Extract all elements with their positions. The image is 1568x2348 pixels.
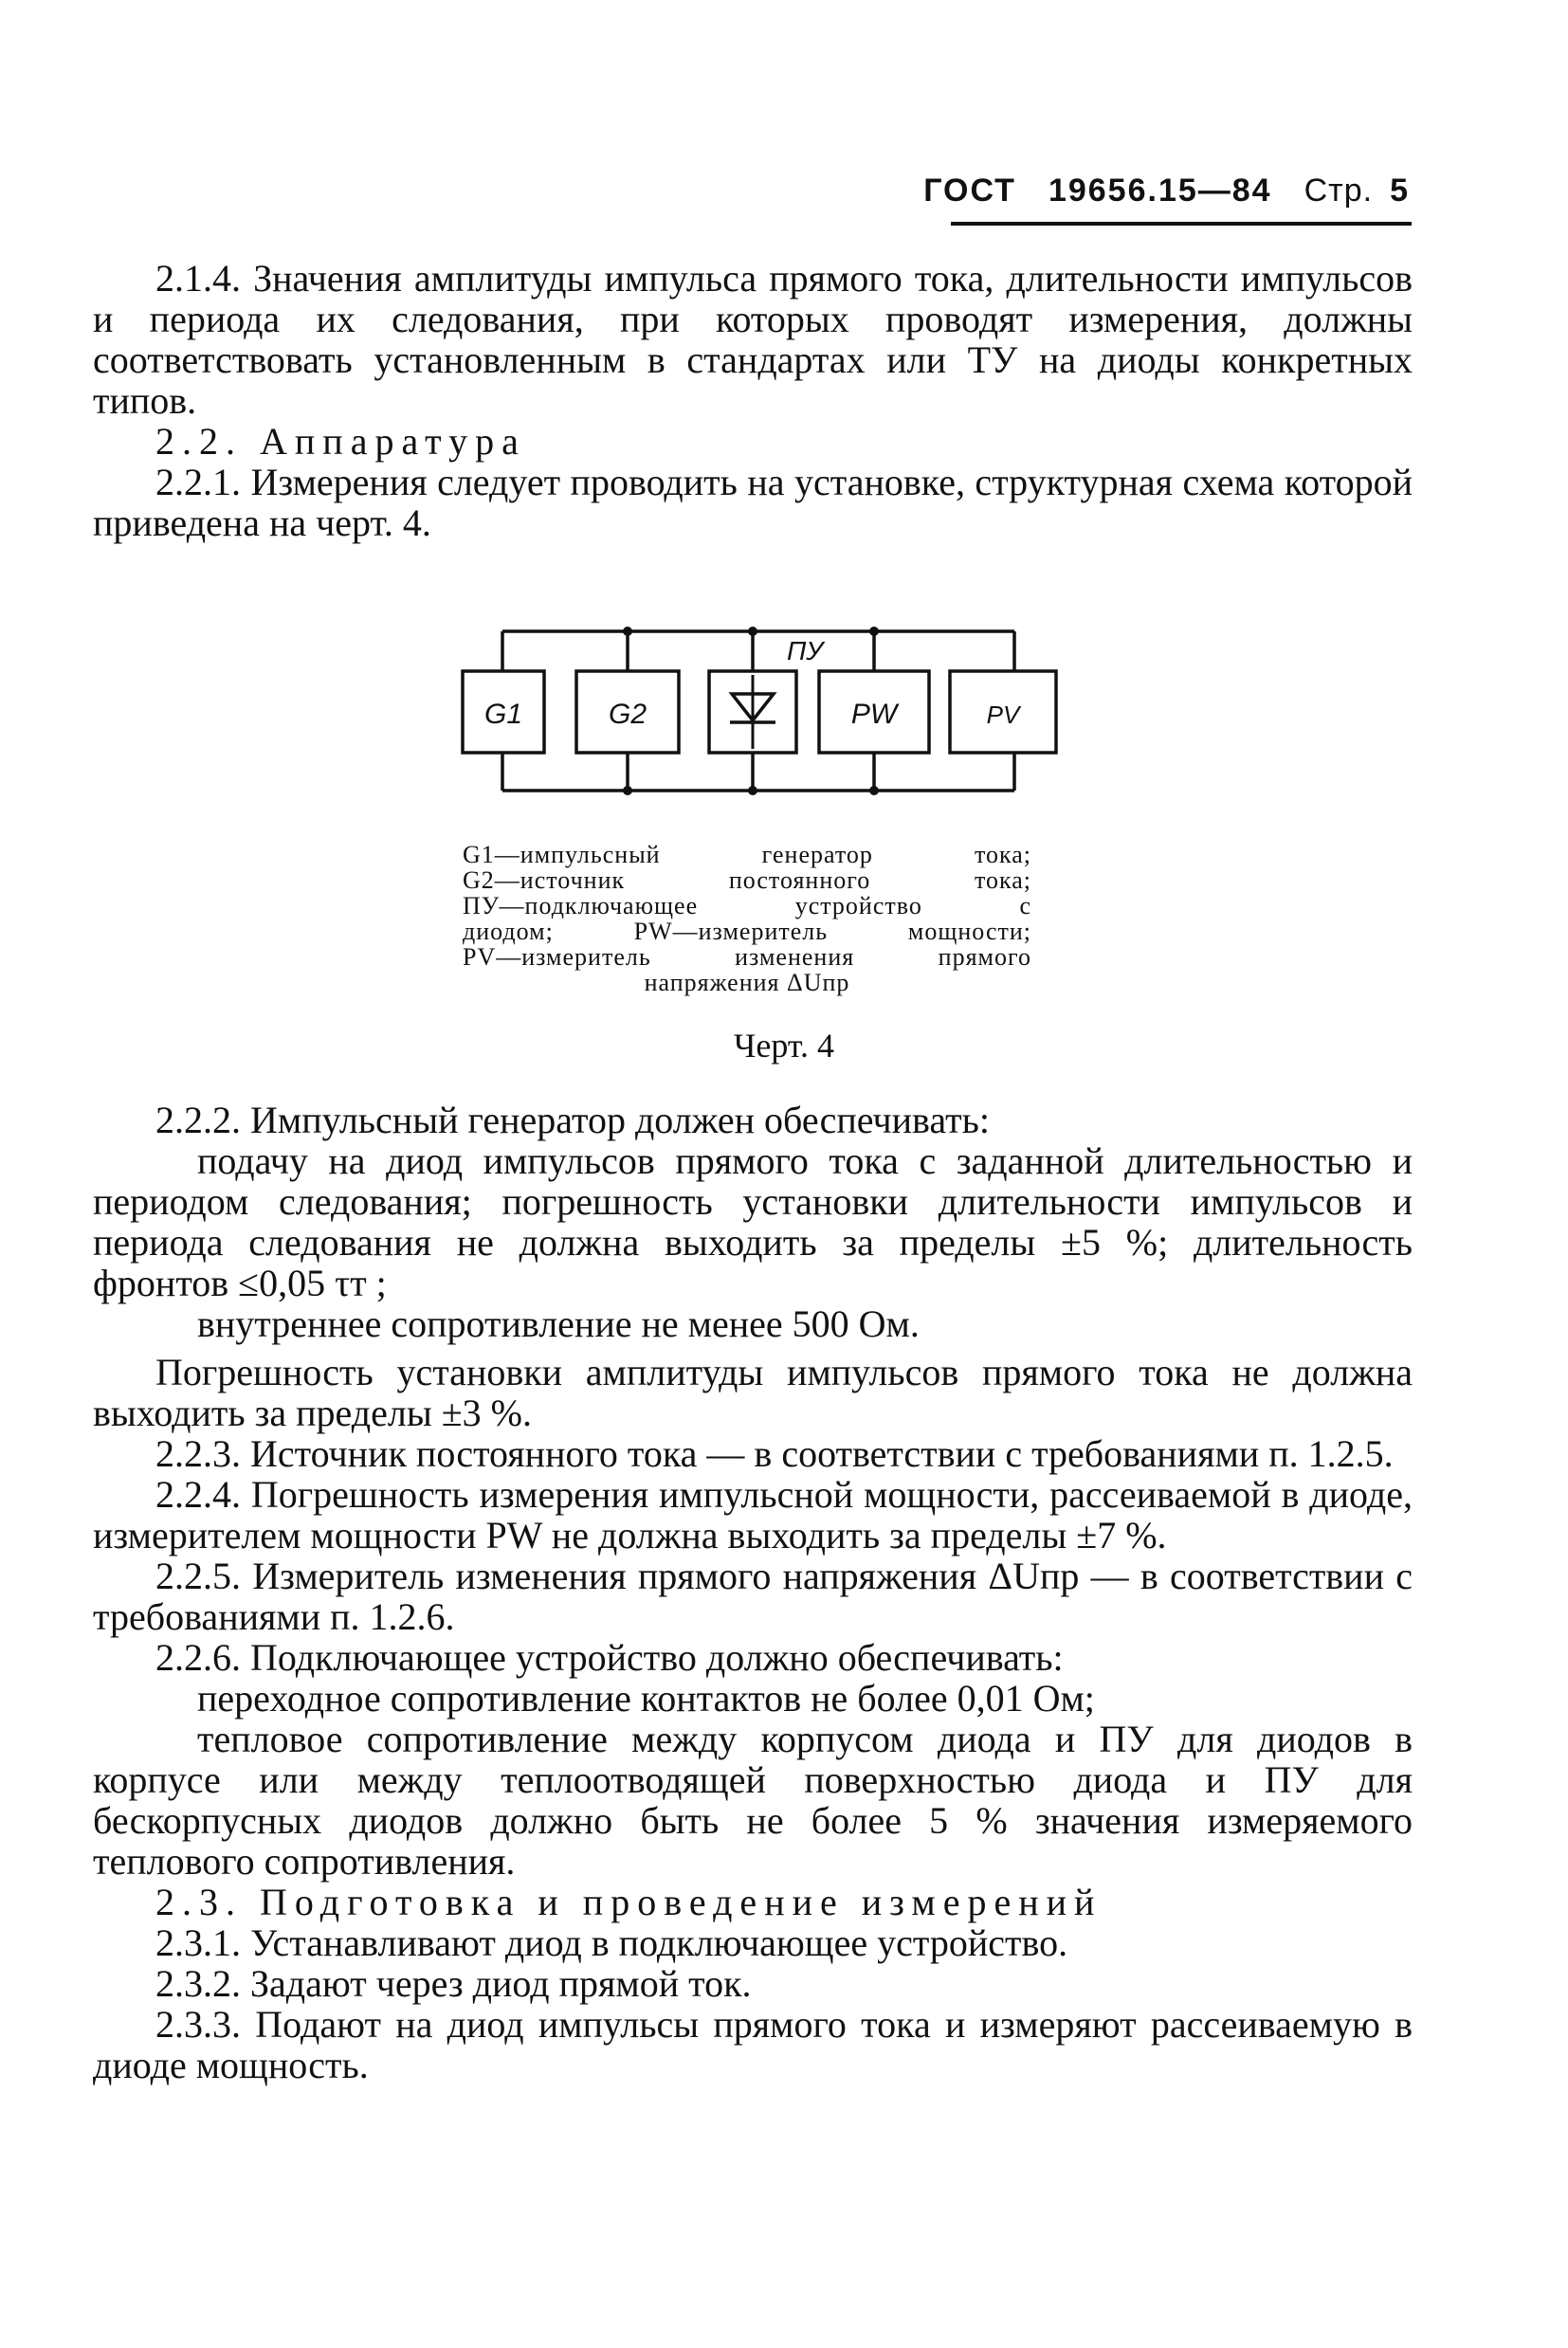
running-header	[923, 173, 1409, 209]
paragraph-2-2-6-item-2: тепловое сопротивление между корпусом диода и ПУ для диодов в корпусе или между теплоотводящей поверхностью диода и ПУ для бескорпусных диодов должно быть не более 5 % значения измеряемого теплового сопротивления.	[93, 1718, 1413, 1883]
header-page-number: 5	[1390, 173, 1409, 209]
label-pv: PV	[986, 701, 1020, 729]
legend-line: напряжения ΔUпр	[644, 969, 850, 996]
legend-line: диодом; PW—измеритель мощности;	[463, 918, 1031, 945]
paragraph-2-2-6: 2.2.6. Подключающее устройство должно обеспечивать:	[155, 1636, 1064, 1679]
section-heading-apparatus: 2.2. Аппаратура	[155, 420, 526, 463]
paragraph-2-2-2-item-1: подачу на диод импульсов прямого тока с заданной длительностью и периодом следования; погрешность установки длительности импульсов и периода следования не должна выходить за пределы ±5 %; длительность фронтов ≤0,05 τт ;	[93, 1139, 1413, 1304]
paragraph-2-2-1: 2.2.1. Измерения следует проводить на установке, структурная схема которой приведена на черт. 4.	[93, 461, 1413, 544]
label-g2: G2	[608, 699, 647, 730]
paragraph-2-2-2-item-2: внутреннее сопротивление не менее 500 Ом.	[197, 1302, 920, 1345]
legend-line: ПУ—подключающее устройство с	[463, 892, 1031, 919]
paragraph-2-2-5: 2.2.5. Измеритель изменения прямого напряжения ΔUпр — в соответствии с требованиями п. 1.2.6.	[93, 1555, 1413, 1638]
text-block-bottom	[93, 1100, 1413, 2085]
paragraph-2-1-4: 2.1.4. Значения амплитуды импульса прямого тока, длительности импульсов и периода их следования, при которых проводят измерения, должны соответствовать установленным в стандартах или ТУ на диоды конкретных типов.	[93, 257, 1413, 422]
paragraph-2-3-1: 2.3.1. Устанавливают диод в подключающее устройство.	[155, 1921, 1068, 1964]
paragraph-2-3-2: 2.3.2. Задают через диод прямой ток.	[155, 1962, 752, 2005]
header-number: 19656.15—84	[1048, 173, 1272, 209]
paragraph-2-2-4: 2.2.4. Погрешность измерения импульсной мощности, рассеиваемой в диоде, измерителем мощности PW не должна выходить за пределы ±7 %.	[93, 1473, 1413, 1556]
header-rule	[951, 222, 1412, 226]
paragraph-amplitude-error: Погрешность установки амплитуды импульсов прямого тока не должна выходить за пределы ±3 %.	[93, 1351, 1413, 1434]
paragraph-2-2-6-item-1: переходное сопротивление контактов не более 0,01 Ом;	[197, 1677, 1095, 1720]
header-page	[1304, 173, 1409, 209]
paragraph-2-2-2: 2.2.2. Импульсный генератор должен обеспечивать:	[155, 1099, 990, 1141]
header-standard: ГОСТ	[923, 173, 1016, 209]
paragraph-2-3-3: 2.3.3. Подают на диод импульсы прямого тока и измеряют рассеиваемую в диоде мощность.	[93, 2003, 1413, 2086]
header-page-label: Стр.	[1304, 173, 1374, 209]
text-block-top	[93, 258, 1413, 543]
legend-line: PV—измеритель изменения прямого	[463, 943, 1031, 971]
label-device: ПУ	[787, 636, 824, 665]
legend-line: G2—источник постоянного тока;	[463, 866, 1031, 894]
block-diagram-svg	[455, 616, 1062, 806]
block-diagram	[455, 616, 1062, 806]
figure-legend	[463, 842, 1031, 995]
paragraph-2-2-3: 2.2.3. Источник постоянного тока — в соответствии с требованиями п. 1.2.5.	[155, 1432, 1394, 1475]
section-heading-preparation: 2.3. Подготовка и проведение измерений	[155, 1881, 1103, 1923]
figure-caption: Черт. 4	[734, 1027, 834, 1065]
label-g1: G1	[483, 699, 523, 730]
label-pw: PW	[850, 699, 898, 730]
legend-line: G1—импульсный генератор тока;	[463, 841, 1031, 868]
